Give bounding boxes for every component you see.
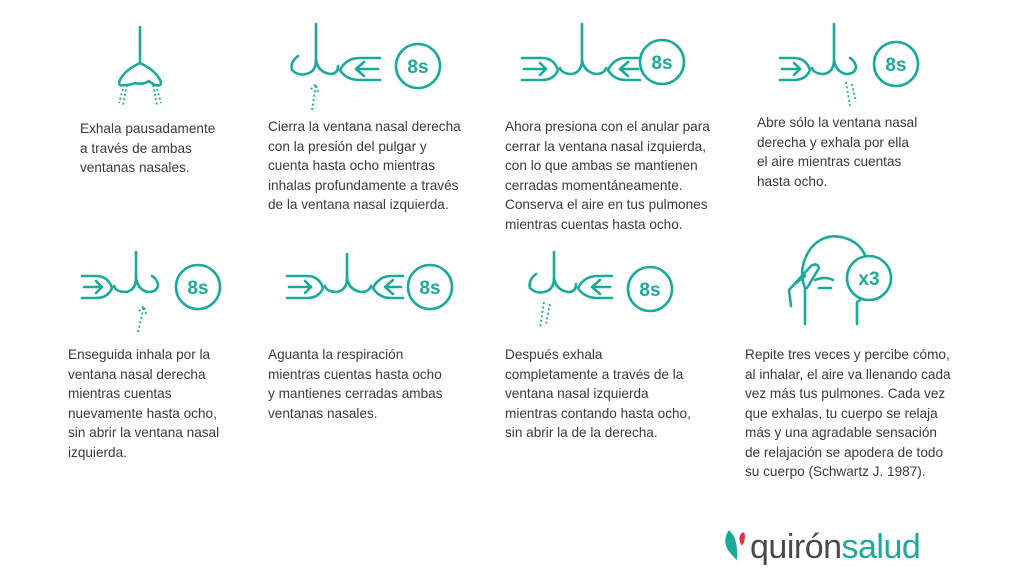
timer-label: 8s	[651, 53, 673, 74]
nose-hold-icon	[520, 22, 690, 112]
step-2-text: Cierra la ventana nasal derecha con la presión del pulgar y cuenta hasta ocho mientras inhalas profundamente a través de la ventana nasal izquierda.	[268, 119, 461, 212]
step-5-text: Enseguida inhala por la ventana nasal derecha mientras cuentas nuevamente hasta ocho, sin abrir la ventana nasal izquierda.	[68, 347, 220, 460]
step-7-text: Después exhala completamente a través de la ventana nasal izquierda mientras contando hasta ocho, sin abrir la de la derecha.	[505, 347, 691, 440]
nose-exhale-icon	[105, 25, 175, 115]
nose-inhale-right-icon	[80, 250, 230, 340]
nose-hold-icon	[285, 252, 455, 322]
step-8-text: Repite tres veces y percibe cómo, al inhalar, el aire va llenando cada vez más tus pulmones. Cada vez que exhalas, tu cuerpo se relaja más y una agradable sensación de relajación se apodera de todo su cuerpo (Schwartz J. 1987).	[745, 347, 951, 479]
timer-label: 8s	[419, 278, 441, 299]
nose-exhale-left-icon	[526, 250, 676, 340]
logo-part1: quirón	[750, 528, 842, 566]
step-6-text: Aguanta la respiración mientras cuentas hasta ocho y mantienes cerradas ambas ventanas nasales.	[268, 347, 443, 421]
step-4-text: Abre sólo la ventana nasal derecha y exhala por ella el aire mientras cuentas hasta ocho.	[757, 115, 918, 189]
repeat-count-label: x3	[858, 269, 880, 290]
logo-part2: salud	[841, 528, 921, 566]
logo-leaf-icon	[724, 528, 750, 562]
head-repeat-icon	[785, 228, 905, 328]
step-3-text: Ahora presiona con el anular para cerrar la ventana nasal izquierda, con lo que ambas se mantienen cerradas momentáneamente. Conserva el aire en tus pulmones mientras cuentas hasta ocho.	[505, 119, 710, 232]
nose-inhale-left-icon	[288, 22, 448, 112]
quironsalud-logo	[724, 528, 920, 567]
timer-label: 8s	[407, 57, 429, 78]
step-1-text: Exhala pausadamente a través de ambas ventanas nasales.	[80, 121, 216, 175]
timer-label: 8s	[885, 55, 907, 76]
timer-label: 8s	[187, 278, 209, 299]
nose-exhale-right-icon	[778, 22, 928, 112]
timer-label: 8s	[639, 280, 661, 301]
